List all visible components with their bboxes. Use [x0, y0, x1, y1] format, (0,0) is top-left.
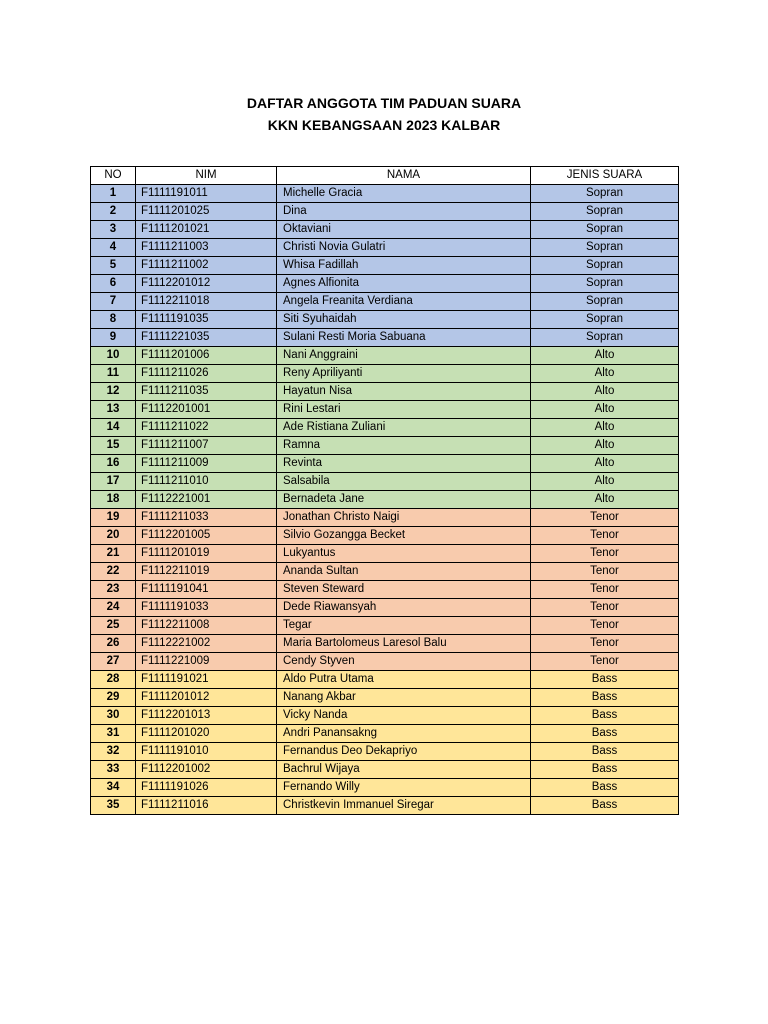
cell-no: 21: [91, 545, 136, 563]
cell-no: 17: [91, 473, 136, 491]
cell-nama: Bachrul Wijaya: [277, 761, 531, 779]
cell-jenis-suara: Sopran: [531, 275, 679, 293]
cell-nim: F1111201021: [136, 221, 277, 239]
table-row: [91, 599, 679, 617]
table-row: [91, 527, 679, 545]
table-row: [91, 491, 679, 509]
cell-nim: F1112221001: [136, 491, 277, 509]
table-row: [91, 797, 679, 815]
table-row: [91, 779, 679, 797]
cell-nim: F1111211002: [136, 257, 277, 275]
cell-jenis-suara: Sopran: [531, 185, 679, 203]
header-no: NO: [91, 167, 136, 185]
cell-no: 5: [91, 257, 136, 275]
cell-nim: F1111211026: [136, 365, 277, 383]
cell-jenis-suara: Alto: [531, 473, 679, 491]
cell-nama: Andri Panansakng: [277, 725, 531, 743]
table-row: [91, 689, 679, 707]
cell-nama: Fernandus Deo Dekapriyo: [277, 743, 531, 761]
cell-no: 19: [91, 509, 136, 527]
cell-jenis-suara: Alto: [531, 437, 679, 455]
cell-nama: Dede Riawansyah: [277, 599, 531, 617]
title-line-1: DAFTAR ANGGOTA TIM PADUAN SUARA: [246, 95, 522, 111]
table-row: [91, 221, 679, 239]
cell-jenis-suara: Alto: [531, 455, 679, 473]
cell-no: 16: [91, 455, 136, 473]
cell-nim: F1112221002: [136, 635, 277, 653]
cell-nama: Maria Bartolomeus Laresol Balu: [277, 635, 531, 653]
cell-nim: F1111191021: [136, 671, 277, 689]
cell-nim: F1111221035: [136, 329, 277, 347]
cell-nama: Nani Anggraini: [277, 347, 531, 365]
cell-nama: Bernadeta Jane: [277, 491, 531, 509]
table-row: [91, 185, 679, 203]
cell-nama: Cendy Styven: [277, 653, 531, 671]
table-row: [91, 455, 679, 473]
cell-nama: Oktaviani: [277, 221, 531, 239]
table-row: [91, 293, 679, 311]
cell-no: 6: [91, 275, 136, 293]
cell-nama: Revinta: [277, 455, 531, 473]
cell-nim: F1112201005: [136, 527, 277, 545]
cell-nama: Salsabila: [277, 473, 531, 491]
cell-jenis-suara: Bass: [531, 689, 679, 707]
table-row: [91, 743, 679, 761]
cell-nim: F1111191041: [136, 581, 277, 599]
cell-jenis-suara: Sopran: [531, 311, 679, 329]
cell-nim: F1111191011: [136, 185, 277, 203]
cell-nama: Silvio Gozangga Becket: [277, 527, 531, 545]
table-row: [91, 545, 679, 563]
cell-jenis-suara: Tenor: [531, 581, 679, 599]
cell-nama: Rini Lestari: [277, 401, 531, 419]
cell-nama: Siti Syuhaidah: [277, 311, 531, 329]
table-row: [91, 419, 679, 437]
cell-nama: Tegar: [277, 617, 531, 635]
cell-nim: F1111191026: [136, 779, 277, 797]
cell-no: 14: [91, 419, 136, 437]
cell-jenis-suara: Alto: [531, 347, 679, 365]
cell-no: 11: [91, 365, 136, 383]
cell-jenis-suara: Bass: [531, 761, 679, 779]
cell-nim: F1111191035: [136, 311, 277, 329]
cell-jenis-suara: Bass: [531, 797, 679, 815]
cell-nim: F1111201006: [136, 347, 277, 365]
cell-nama: Fernando Willy: [277, 779, 531, 797]
cell-no: 29: [91, 689, 136, 707]
cell-nim: F1112201012: [136, 275, 277, 293]
cell-nama: Hayatun Nisa: [277, 383, 531, 401]
cell-no: 2: [91, 203, 136, 221]
header-nim: NIM: [136, 167, 277, 185]
cell-jenis-suara: Tenor: [531, 545, 679, 563]
title-line-2: KKN KEBANGSAAN 2023 KALBAR: [267, 117, 501, 133]
cell-nim: F1112211019: [136, 563, 277, 581]
cell-jenis-suara: Sopran: [531, 221, 679, 239]
cell-jenis-suara: Bass: [531, 707, 679, 725]
cell-nim: F1111221009: [136, 653, 277, 671]
cell-nim: F1111201019: [136, 545, 277, 563]
cell-nim: F1111211010: [136, 473, 277, 491]
table-row: [91, 581, 679, 599]
cell-jenis-suara: Tenor: [531, 527, 679, 545]
cell-nim: F1111211007: [136, 437, 277, 455]
member-table: [90, 166, 679, 815]
cell-nama: Dina: [277, 203, 531, 221]
cell-no: 30: [91, 707, 136, 725]
table-row: [91, 311, 679, 329]
cell-nama: Nanang Akbar: [277, 689, 531, 707]
cell-jenis-suara: Tenor: [531, 563, 679, 581]
cell-nim: F1111201020: [136, 725, 277, 743]
cell-no: 34: [91, 779, 136, 797]
cell-no: 4: [91, 239, 136, 257]
cell-nim: F1111211022: [136, 419, 277, 437]
table-row: [91, 365, 679, 383]
cell-jenis-suara: Sopran: [531, 257, 679, 275]
cell-jenis-suara: Sopran: [531, 329, 679, 347]
header-nama: NAMA: [277, 167, 531, 185]
cell-nama: Steven Steward: [277, 581, 531, 599]
cell-nama: Vicky Nanda: [277, 707, 531, 725]
cell-no: 31: [91, 725, 136, 743]
cell-nim: F1112201002: [136, 761, 277, 779]
cell-nim: F1112211018: [136, 293, 277, 311]
cell-jenis-suara: Alto: [531, 491, 679, 509]
table-row: [91, 653, 679, 671]
cell-jenis-suara: Bass: [531, 725, 679, 743]
cell-nama: Reny Apriliyanti: [277, 365, 531, 383]
cell-no: 1: [91, 185, 136, 203]
table-row: [91, 635, 679, 653]
document-title: [0, 92, 768, 136]
table-row: [91, 761, 679, 779]
table-row: [91, 563, 679, 581]
cell-no: 24: [91, 599, 136, 617]
cell-no: 23: [91, 581, 136, 599]
table-row: [91, 707, 679, 725]
cell-nim: F1111191033: [136, 599, 277, 617]
cell-nama: Lukyantus: [277, 545, 531, 563]
cell-nim: F1111201012: [136, 689, 277, 707]
cell-nim: F1111191010: [136, 743, 277, 761]
cell-jenis-suara: Alto: [531, 365, 679, 383]
cell-no: 26: [91, 635, 136, 653]
table-body: [91, 185, 679, 815]
cell-jenis-suara: Bass: [531, 671, 679, 689]
cell-jenis-suara: Sopran: [531, 239, 679, 257]
cell-nama: Michelle Gracia: [277, 185, 531, 203]
cell-nim: F1111211033: [136, 509, 277, 527]
cell-no: 8: [91, 311, 136, 329]
table-row: [91, 329, 679, 347]
cell-nim: F1112201013: [136, 707, 277, 725]
table-row: [91, 275, 679, 293]
cell-no: 3: [91, 221, 136, 239]
cell-no: 20: [91, 527, 136, 545]
cell-nama: Ade Ristiana Zuliani: [277, 419, 531, 437]
cell-jenis-suara: Tenor: [531, 509, 679, 527]
table-row: [91, 239, 679, 257]
table-header-row: [91, 167, 679, 185]
cell-nama: Christkevin Immanuel Siregar: [277, 797, 531, 815]
cell-no: 15: [91, 437, 136, 455]
table-row: [91, 671, 679, 689]
table-row: [91, 401, 679, 419]
cell-no: 27: [91, 653, 136, 671]
table-row: [91, 203, 679, 221]
cell-jenis-suara: Alto: [531, 419, 679, 437]
cell-nama: Jonathan Christo Naigi: [277, 509, 531, 527]
cell-no: 25: [91, 617, 136, 635]
table-row: [91, 725, 679, 743]
cell-no: 35: [91, 797, 136, 815]
cell-nama: Ramna: [277, 437, 531, 455]
table-row: [91, 347, 679, 365]
cell-nama: Christi Novia Gulatri: [277, 239, 531, 257]
cell-nama: Sulani Resti Moria Sabuana: [277, 329, 531, 347]
header-jenis-suara: JENIS SUARA: [531, 167, 679, 185]
cell-no: 18: [91, 491, 136, 509]
cell-jenis-suara: Tenor: [531, 653, 679, 671]
cell-nim: F1111211003: [136, 239, 277, 257]
cell-no: 12: [91, 383, 136, 401]
cell-nama: Aldo Putra Utama: [277, 671, 531, 689]
table-row: [91, 509, 679, 527]
cell-no: 7: [91, 293, 136, 311]
cell-nim: F1112201001: [136, 401, 277, 419]
cell-nim: F1111211009: [136, 455, 277, 473]
cell-nama: Agnes Alfionita: [277, 275, 531, 293]
cell-no: 28: [91, 671, 136, 689]
cell-nim: F1111201025: [136, 203, 277, 221]
table-row: [91, 437, 679, 455]
cell-nim: F1112211008: [136, 617, 277, 635]
table-row: [91, 257, 679, 275]
cell-jenis-suara: Bass: [531, 779, 679, 797]
cell-jenis-suara: Tenor: [531, 635, 679, 653]
cell-jenis-suara: Tenor: [531, 599, 679, 617]
cell-jenis-suara: Sopran: [531, 293, 679, 311]
cell-nama: Ananda Sultan: [277, 563, 531, 581]
cell-no: 32: [91, 743, 136, 761]
cell-nim: F1111211035: [136, 383, 277, 401]
cell-jenis-suara: Bass: [531, 743, 679, 761]
cell-jenis-suara: Alto: [531, 383, 679, 401]
table-row: [91, 473, 679, 491]
cell-no: 13: [91, 401, 136, 419]
cell-nim: F1111211016: [136, 797, 277, 815]
table-row: [91, 383, 679, 401]
cell-no: 10: [91, 347, 136, 365]
cell-jenis-suara: Alto: [531, 401, 679, 419]
table-row: [91, 617, 679, 635]
cell-no: 22: [91, 563, 136, 581]
cell-jenis-suara: Sopran: [531, 203, 679, 221]
cell-jenis-suara: Tenor: [531, 617, 679, 635]
cell-no: 33: [91, 761, 136, 779]
cell-nama: Whisa Fadillah: [277, 257, 531, 275]
cell-nama: Angela Freanita Verdiana: [277, 293, 531, 311]
cell-no: 9: [91, 329, 136, 347]
